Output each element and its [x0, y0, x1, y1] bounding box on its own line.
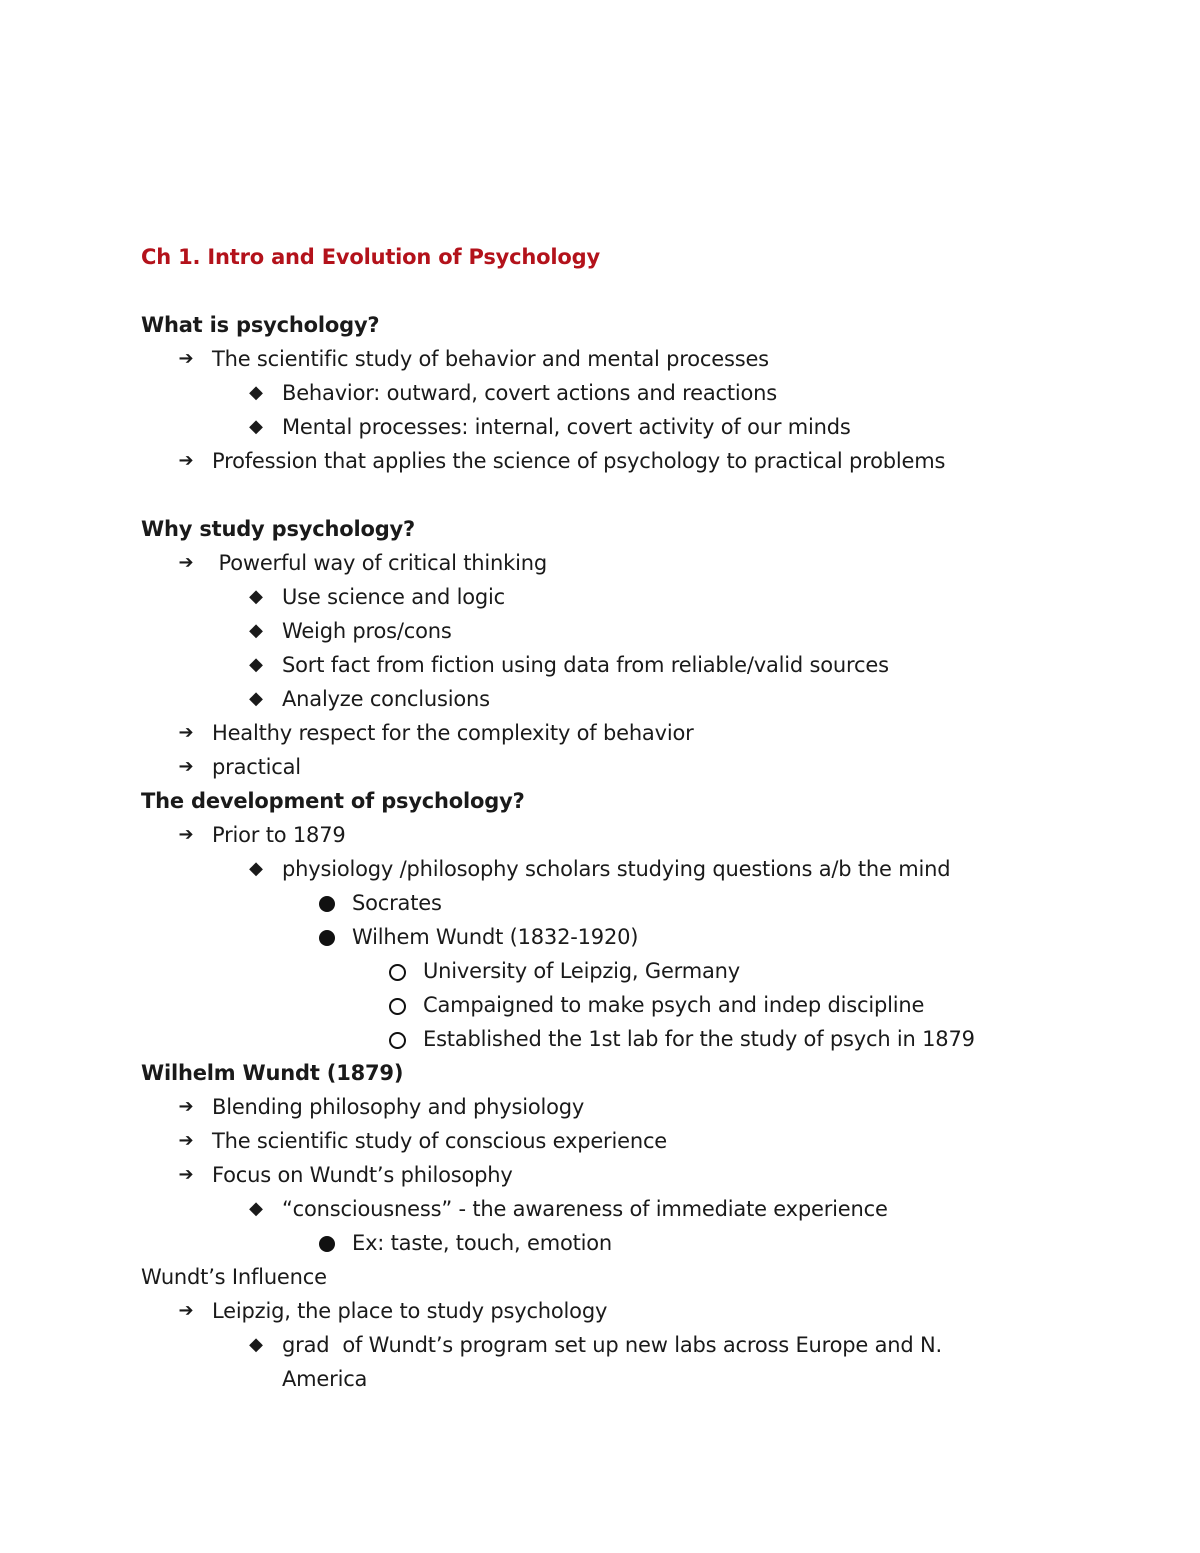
diamond-bullet-icon: ◆: [249, 1198, 263, 1219]
arrow-bullet-icon: ➔: [178, 1164, 194, 1185]
list-item-text: Wilhem Wundt (1832-1920): [352, 925, 639, 949]
list-item: [141, 818, 1041, 852]
arrow-bullet-icon: ➔: [178, 552, 194, 573]
list-item-text: The scientific study of conscious experience: [212, 1129, 668, 1153]
list-item: [141, 1328, 1041, 1362]
list-item: [141, 1124, 1041, 1158]
section-heading-why: Why study psychology?: [141, 517, 416, 541]
list-item-text: Socrates: [352, 891, 442, 915]
section-heading-wundt: Wilhelm Wundt (1879): [141, 1061, 404, 1085]
list-item: [141, 750, 1041, 784]
diamond-bullet-icon: ◆: [249, 858, 263, 879]
list-item: [141, 648, 1041, 682]
list-item: [141, 1022, 1041, 1056]
diamond-bullet-icon: ◆: [249, 586, 263, 607]
arrow-bullet-icon: ➔: [178, 1096, 194, 1117]
list-item-text: Powerful way of critical thinking: [212, 551, 547, 575]
list-item-continuation: [141, 1362, 1041, 1396]
diamond-bullet-icon: ◆: [249, 620, 263, 641]
list-item-text: Ex: taste, touch, emotion: [352, 1231, 613, 1255]
filled-circle-bullet-icon: [319, 1236, 335, 1252]
section-heading-what: What is psychology?: [141, 313, 380, 337]
list-item-text: Analyze conclusions: [282, 687, 490, 711]
list-item-text: Blending philosophy and physiology: [212, 1095, 585, 1119]
hollow-circle-bullet-icon: [389, 1032, 406, 1049]
diamond-bullet-icon: ◆: [249, 382, 263, 403]
arrow-bullet-icon: ➔: [178, 450, 194, 471]
list-item: [141, 1226, 1041, 1260]
list-item-text: Healthy respect for the complexity of behavior: [212, 721, 694, 745]
list-item-text: practical: [212, 755, 301, 779]
list-item-text: grad of Wundt’s program set up new labs across Europe and N.: [282, 1333, 942, 1357]
document-title: Ch 1. Intro and Evolution of Psychology: [141, 245, 600, 269]
list-item-text: Established the 1st lab for the study of psych in 1879: [423, 1027, 975, 1051]
filled-circle-bullet-icon: [319, 896, 335, 912]
list-item: [141, 1158, 1041, 1192]
hollow-circle-bullet-icon: [389, 998, 406, 1015]
list-item: [141, 376, 1041, 410]
list-item-text: Leipzig, the place to study psychology: [212, 1299, 608, 1323]
list-item: [141, 546, 1041, 580]
arrow-bullet-icon: ➔: [178, 348, 194, 369]
list-item-text: University of Leipzig, Germany: [423, 959, 740, 983]
blank-line: [141, 274, 1041, 308]
list-item-text: physiology /philosophy scholars studying questions a/b the mind: [282, 857, 951, 881]
arrow-bullet-icon: ➔: [178, 756, 194, 777]
list-item: [141, 410, 1041, 444]
arrow-bullet-icon: ➔: [178, 722, 194, 743]
arrow-bullet-icon: ➔: [178, 1300, 194, 1321]
diamond-bullet-icon: ◆: [249, 1334, 263, 1355]
list-item-text: Prior to 1879: [212, 823, 346, 847]
list-item-text: Profession that applies the science of psychology to practical problems: [212, 449, 946, 473]
blank-line: [141, 478, 1041, 512]
list-item: [141, 954, 1041, 988]
list-item-text: Weigh pros/cons: [282, 619, 452, 643]
list-item: [141, 342, 1041, 376]
list-item: [141, 614, 1041, 648]
diamond-bullet-icon: ◆: [249, 654, 263, 675]
list-item-text: The scientific study of behavior and mental processes: [212, 347, 769, 371]
list-item: [141, 920, 1041, 954]
diamond-bullet-icon: ◆: [249, 416, 263, 437]
section-heading-development: The development of psychology?: [141, 789, 525, 813]
document-body: [141, 240, 1041, 1396]
list-item-text: Use science and logic: [282, 585, 505, 609]
list-item-text: Campaigned to make psych and indep discipline: [423, 993, 925, 1017]
list-item: [141, 716, 1041, 750]
list-item-text: America: [282, 1367, 368, 1391]
list-item: [141, 886, 1041, 920]
filled-circle-bullet-icon: [319, 930, 335, 946]
list-item-text: Behavior: outward, covert actions and reactions: [282, 381, 778, 405]
diamond-bullet-icon: ◆: [249, 688, 263, 709]
list-item: [141, 988, 1041, 1022]
list-item-text: Sort fact from fiction using data from reliable/valid sources: [282, 653, 889, 677]
list-item: [141, 1294, 1041, 1328]
list-item-text: Mental processes: internal, covert activity of our minds: [282, 415, 851, 439]
arrow-bullet-icon: ➔: [178, 824, 194, 845]
list-item: [141, 444, 1041, 478]
list-item: [141, 852, 1041, 886]
section-heading-influence: Wundt’s Influence: [141, 1265, 327, 1289]
list-item-text: “consciousness” - the awareness of immediate experience: [282, 1197, 888, 1221]
list-item-text: Focus on Wundt’s philosophy: [212, 1163, 513, 1187]
list-item: [141, 1192, 1041, 1226]
arrow-bullet-icon: ➔: [178, 1130, 194, 1151]
list-item: [141, 580, 1041, 614]
list-item: [141, 682, 1041, 716]
list-item: [141, 1090, 1041, 1124]
hollow-circle-bullet-icon: [389, 964, 406, 981]
